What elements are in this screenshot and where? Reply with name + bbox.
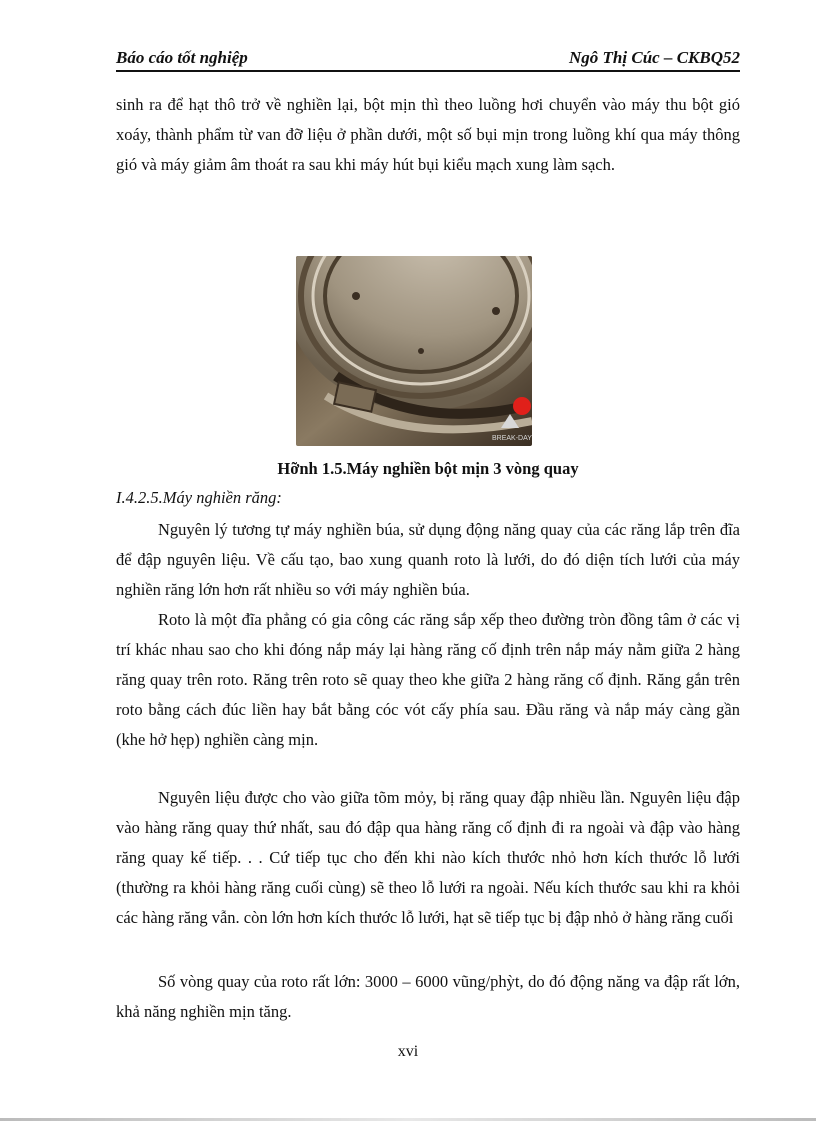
page-bottom-edge [0,1118,816,1121]
paragraph-continuation: sinh ra để hạt thô trở về nghiền lại, bột mịn thì theo luồng hơi chuyển vào máy thu bột gió xoáy, thành phẩm từ van đỡ liệu ở phần dưới, một số bụi mịn trong luồng khí qua máy thông gió và máy giảm âm thoát ra sau khi máy hút bụi kiểu mạch xung làm sạch. [116,95,740,174]
paragraph: Nguyên liệu được cho vào giữa tõm mỏy, bị răng quay đập nhiều lần. Nguyên liệu đập vào hàng răng quay thứ nhất, sau đó đập qua hàng răng cố định đi ra ngoài và đập vào hàng răng quay kế tiếp. . . Cứ tiếp tục cho đến khi nào kích thước nhỏ hơn kích thước lỗ lưới (thường ra khỏi hàng răng cuối cùng) sẽ theo lỗ lưới ra ngoài. Nếu kích thước sau khi ra khỏi các hàng răng vẫn. còn lớn hơn kích thước lỗ lưới, hạt sẽ tiếp tục bị đập nhỏ ở hàng răng cuối [116,788,740,927]
paragraph: Số vòng quay của roto rất lớn: 3000 – 6000 vũng/phỳt, do đó động năng va đập rất lớn, khả năng nghiền mịn tăng. [116,972,740,1021]
page-header [116,46,740,72]
mill-photo-image [296,256,532,446]
svg-text:BREAK-DAY: BREAK-DAY [492,435,532,442]
header-report-title: Báo cáo tốt nghiệp [116,48,248,67]
section-heading: I.4.2.5.Máy nghiền răng: [116,488,282,507]
mill-photo [296,256,532,446]
page-number: xvi [397,1043,419,1060]
figure-caption: Hỡnh 1.5.Máy nghiền bột mịn 3 vòng quay [277,459,579,478]
paragraph: Roto là một đĩa phẳng có gia công các răng sắp xếp theo đường tròn đồng tâm ở các vị trí khác nhau sao cho khi đóng nắp máy lại hàng răng cố định trên nắp máy nằm giữa 2 hàng răng quay trên roto. Răng trên roto sẽ quay theo khe giữa 2 hàng răng cố định. Răng gắn trên roto bằng cách đúc liền hay bắt bằng cóc vót cấy phía sau. Đầu răng và nắp máy càng gần (khe hở hẹp) nghiền càng mịn. [116,610,740,749]
paragraph: Nguyên lý tương tự máy nghiền búa, sử dụng động năng quay của các răng lắp trên đĩa để đập nguyên liệu. Về cấu tạo, bao xung quanh roto là lưới, do đó diện tích lưới của máy nghiền răng lớn hơn rất nhiều so với máy nghiền búa. [116,520,740,599]
header-author: Ngô Thị Cúc – CKBQ52 [569,48,740,67]
